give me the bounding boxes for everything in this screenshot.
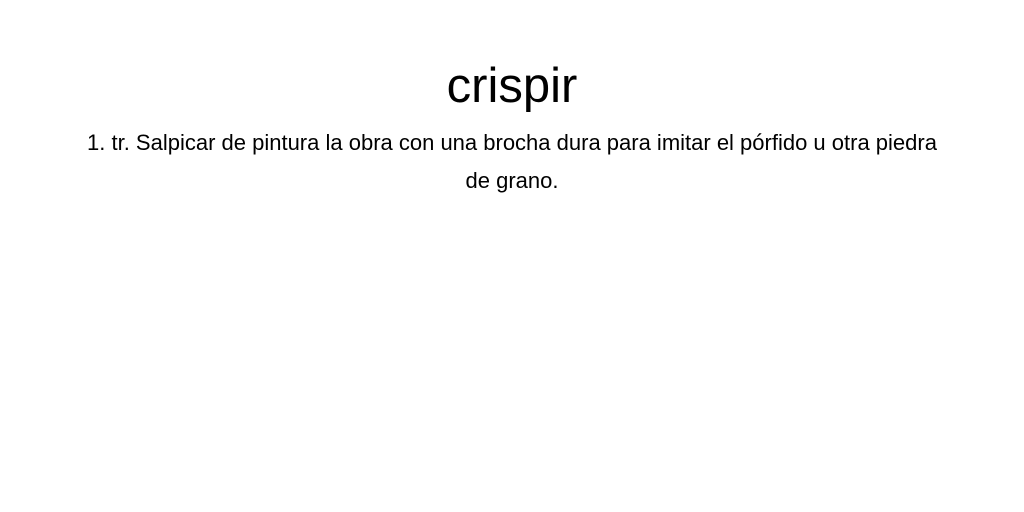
dictionary-entry bbox=[0, 56, 1024, 200]
definition-1: 1. tr. Salpicar de pintura la obra con una brocha dura para imitar el pórfido u otra piedra de grano. bbox=[87, 130, 937, 193]
headword: crispir bbox=[446, 59, 578, 113]
